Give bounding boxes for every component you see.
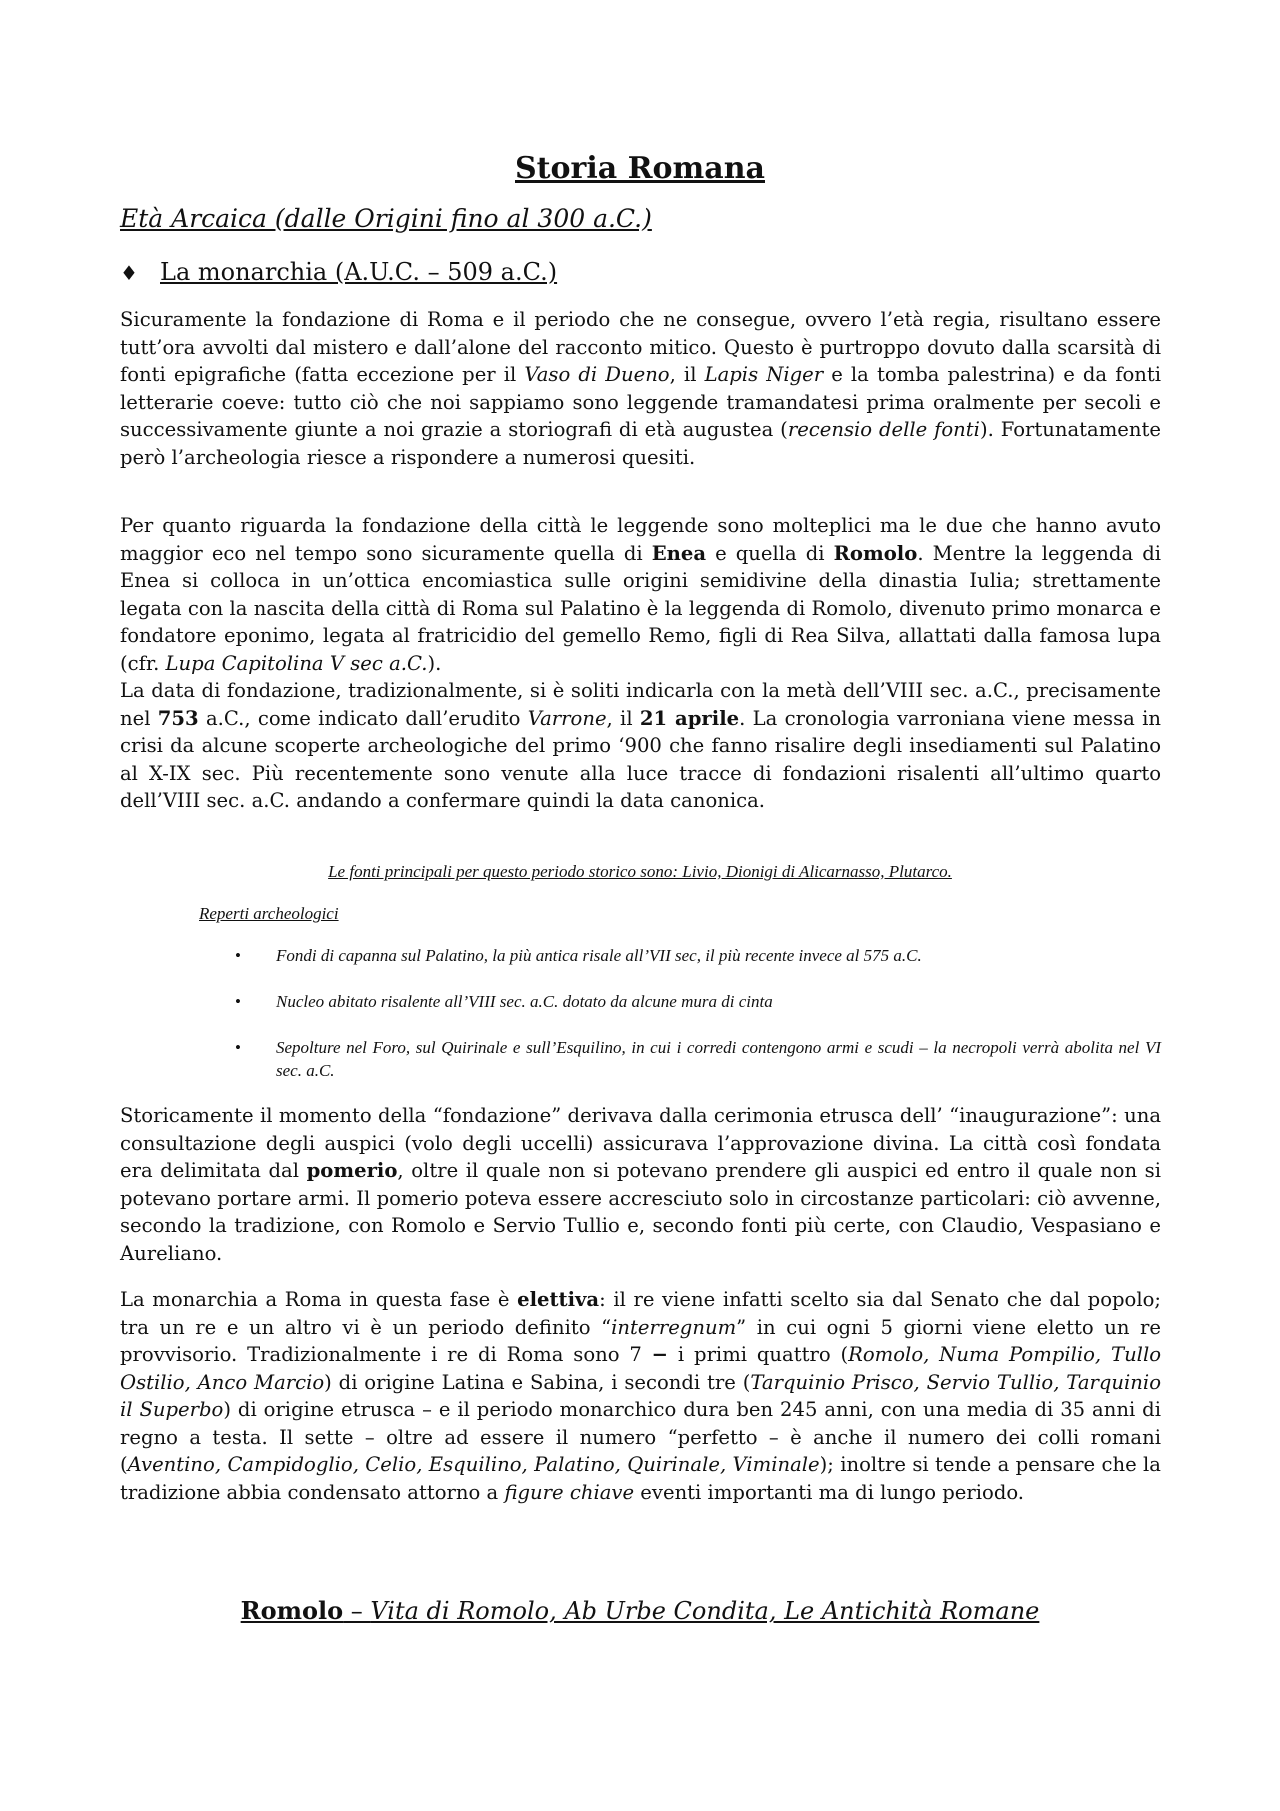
text-run: Per quanto riguarda la fondazione della città le leggende sono molteplici ma le due che hanno avuto maggior eco nel tempo sono sicuramente quella di <box>120 514 1161 565</box>
italic-run: Tarquinio Prisco, Servio Tullio, Tarquinio il Superbo <box>120 1370 1161 1421</box>
text-run: ); inoltre si tende a pensare che la tradizione abbia condensato attorno a <box>120 1453 1161 1504</box>
list-item-text: Sepolture nel Foro, sul Quirinale e sull’Esquilino, in cui i corredi contengono armi e scudi – la necropoli verrà abolita nel VI sec. a.C. <box>276 1038 1161 1080</box>
list-item-text: Fondi di capanna sul Palatino, la più antica risale all’VII sec, il più recente invece al 575 a.C. <box>276 946 922 965</box>
bold-run: Enea <box>651 541 707 565</box>
text-run: ). Fortunatamente però l’archeologia riesce a rispondere a numerosi quesiti. <box>120 418 1161 469</box>
bold-run: 753 <box>157 706 199 730</box>
italic-run: Aventino, Campidoglio, Celio, Esquilino, Palatino, Quirinale, Viminale <box>127 1453 820 1476</box>
italic-run: recensio delle fonti <box>787 418 980 441</box>
reperti-heading: Reperti archeologici <box>199 904 339 923</box>
romolo-dash: – <box>343 1597 371 1625</box>
italic-run: interregnum <box>611 1315 737 1339</box>
bullet-icon: • <box>235 1038 241 1057</box>
document-title: Storia Romana <box>515 151 765 186</box>
paragraph-monarchy <box>120 1286 1161 1506</box>
italic-run: figure chiave <box>504 1480 635 1504</box>
romolo-sources: Vita di Romolo, Ab Urbe Condita, Le Antichità Romane <box>370 1597 1040 1625</box>
bold-run: pomerio <box>306 1159 398 1182</box>
paragraph-foundation <box>120 512 1161 815</box>
bold-run: Romolo <box>833 541 918 565</box>
section-heading-text: La monarchia (A.U.C. – 509 a.C.) <box>160 258 558 286</box>
text-run: ” in cui ogni 5 giorni viene eletto un re provvisorio. Tradizionalmente i re di Roma sono 7 <box>120 1315 1162 1366</box>
text-run: , il <box>669 363 705 386</box>
bold-run: − <box>651 1343 669 1366</box>
paragraph-pomerio <box>120 1102 1161 1267</box>
text-run: . La cronologia varroniana viene messa in crisi da alcune scoperte archeologiche del primo ‘900 che fanno risalire degli insediamenti sul Palatino al X-IX sec. Più recentemente sono venute alla luce tracce di fondazioni risalenti all’ultimo quarto dell’VIII sec. a.C. andando a confermare quindi la data canonica. <box>120 706 1161 812</box>
text-run: i primi quattro ( <box>668 1343 849 1366</box>
text-run: Storicamente il momento della “fondazione” derivava dalla cerimonia etrusca dell’ “inaugurazione”: una consultazione degli auspici (volo degli uccelli) assicurava l’approvazione divina. La città così fondata era delimitata dal <box>120 1104 1161 1182</box>
bullet-icon: • <box>235 992 241 1011</box>
sources-caption <box>0 862 1280 882</box>
list-item <box>235 1036 1161 1082</box>
romolo-heading <box>0 1596 1280 1625</box>
text-run: . Mentre la leggenda di Enea si colloca in un’ottica encomiastica sulle origini semidivine della dinastia Iulia; strettamente legata con la nascita della città di Roma sul Palatino è la leggenda di Romolo, divenuto primo monarca e fondatore eponimo, legata al fratricidio del gemello Remo, figli di Rea Silva, allattati dalla famosa lupa (cfr. <box>120 541 1161 675</box>
romolo-name: Romolo <box>240 1596 344 1625</box>
section-heading <box>120 258 557 286</box>
text-run: e la tomba palestrina) e da fonti letterarie coeve: tutto ciò che noi sappiamo sono leggende tramandatesi prima oralmente per secoli e successivamente giunte a noi grazie a storiografi di età augustea ( <box>120 363 1162 441</box>
text-run: a.C., come indicato dall’erudito <box>198 706 528 730</box>
text-run: ). <box>427 651 442 675</box>
italic-run: Romolo, Numa Pompilio, Tullo Ostilio, Anco Marcio <box>120 1343 1162 1394</box>
bullet-icon: • <box>235 946 241 965</box>
italic-run: Vaso di Dueno <box>524 363 670 386</box>
list-item <box>235 944 1161 967</box>
text-run: ) di origine Latina e Sabina, i secondi tre ( <box>324 1370 751 1394</box>
text-run: eventi importanti ma di lungo periodo. <box>634 1480 1025 1504</box>
list-item-text: Nucleo abitato risalente all’VIII sec. a.C. dotato da alcune mura di cinta <box>276 992 773 1011</box>
text-run: e quella di <box>706 541 834 565</box>
bold-run: 21 aprile <box>639 706 740 730</box>
paragraph-origins <box>120 306 1161 471</box>
text-run: , oltre il quale non si potevano prendere gli auspici ed entro il quale non si potevano portare armi. Il pomerio poteva essere accresciuto solo in circostanze particolari: ciò avvenne, secondo la tradizione, con Romolo e Servio Tullio e, secondo fonti più certe, con Claudio, Vespasiano e Aureliano. <box>120 1159 1162 1265</box>
text-run: ) di origine etrusca – e il periodo monarchico dura ben 245 anni, con una media di 35 anni di regno a testa. Il sette – oltre ad essere il numero “perfetto – è anche il numero dei colli romani ( <box>120 1398 1161 1476</box>
list-item <box>235 990 1161 1013</box>
italic-run: Lapis Niger <box>704 363 824 386</box>
reperti-list <box>235 944 1161 1082</box>
sources-caption-text: Le fonti principali per questo periodo storico sono: Livio, Dionigi di Alicarnasso, Plutarco. <box>328 862 952 881</box>
italic-run: Varrone <box>527 706 607 730</box>
period-subtitle: Età Arcaica (dalle Origini fino al 300 a.C.) <box>120 204 652 233</box>
italic-run: Lupa Capitolina V sec a.C. <box>165 651 428 675</box>
bold-run: elettiva <box>517 1288 600 1311</box>
text-run: Sicuramente la fondazione di Roma e il periodo che ne consegue, ovvero l’età regia, risultano essere tutt’ora avvolti dal mistero e dall’alone del racconto mitico. Questo è purtroppo dovuto dalla scarsità di fonti epigrafiche (fatta eccezione per il <box>120 308 1161 386</box>
diamond-bullet-icon: ♦ <box>120 261 138 285</box>
text-run: La monarchia a Roma in questa fase è <box>120 1288 518 1311</box>
text-run: : il re viene infatti scelto sia dal Senato che dal popolo; tra un re e un altro vi è un periodo definito “ <box>120 1288 1162 1339</box>
text-run: , il <box>606 706 640 730</box>
text-run: La data di fondazione, tradizionalmente, si è soliti indicarla con la metà dell’VIII sec. a.C., precisamente nel <box>120 679 1161 730</box>
